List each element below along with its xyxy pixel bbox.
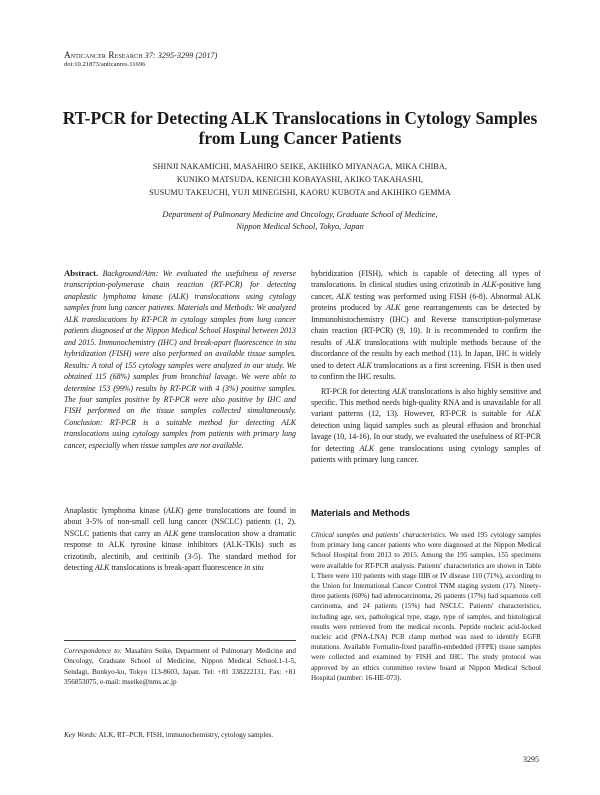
gene-name: ALK bbox=[482, 280, 497, 290]
gene-name: ALK bbox=[336, 291, 351, 301]
body-text: gene rearrangements can be detected by Immunohistochemistry (IHC) and Reverse transcription-polymerase chain reaction (RT-PCR) (9, 10). It is recommended to confirm the results of bbox=[311, 303, 541, 347]
body-text: hybridization (FISH), which is capable of detecting all types of translocations. In clinical studies using crizotinib in bbox=[311, 269, 541, 290]
body-text: translocations as a first screening. FISH is then used to confirm the IHC results. bbox=[311, 360, 541, 382]
gene-name: ALK bbox=[357, 360, 372, 370]
article-title: RT-PCR for Detecting ALK Translocations in Cytology Samples from Lung Cancer Patients bbox=[62, 108, 538, 148]
authors-line-1: SHINJI NAKAMICHI, MASAHIRO SEIKE, AKIHIKO MIYANAGA, MIKA CHIBA, bbox=[152, 162, 448, 171]
gene-name: ALK bbox=[166, 506, 181, 515]
author-list bbox=[80, 160, 520, 199]
correspondence-text: Masahiro Seike, Department of Pulmonary Medicine and Oncology, Graduate School of Medicine, Nippon Medical School.1-1-5, Sendagi, Bunkyo-ku, Tokyo 113-8603, Japan. Tel: +81 338222131, Fax: +81 356853075, e-mail: mseike@nms.ac.jp bbox=[64, 647, 296, 686]
authors-line-2: KUNIKO MATSUDA, KENICHI KOBAYASHI, AKIKO TAKAHASHI, bbox=[176, 175, 424, 184]
gene-name: ALK bbox=[385, 303, 401, 313]
intro-text: ) gene translocations are found in about 3-5% of non-small cell lung cancer (NSCLC) patients (1, 2). NSCLC patients that carry an bbox=[64, 506, 296, 538]
introduction bbox=[64, 505, 296, 574]
body-text: testing was performed using FISH (6-8). Abnormal ALK proteins produced by bbox=[311, 291, 541, 313]
intro-continued bbox=[311, 268, 541, 466]
intro-text: Anaplastic lymphoma kinase ( bbox=[64, 506, 167, 515]
section-heading-methods: Materials and Methods bbox=[311, 508, 411, 518]
gene-name: ALK bbox=[392, 386, 407, 396]
gene-name: ALK bbox=[526, 409, 541, 419]
correspondence-note bbox=[64, 646, 296, 687]
abstract bbox=[64, 268, 296, 451]
body-text: RT-PCR for detecting bbox=[321, 386, 393, 396]
keywords bbox=[64, 730, 296, 740]
page-number: 3295 bbox=[523, 755, 539, 764]
methods-text bbox=[311, 530, 541, 683]
intro-text: translocations is break-apart fluorescence bbox=[109, 563, 245, 573]
authors-line-3: SUSUMU TAKEUCHI, YUJI MINEGISHI, KAORU KUBOTA and AKIHIKO GEMMA bbox=[149, 188, 451, 197]
correspondence-label: Correspondence to: bbox=[64, 647, 123, 655]
body-text: gene translocations using cytology samples of patients with primary lung cancer. bbox=[311, 443, 541, 465]
intro-text: gene translocation show a dramatic response to ALK tyrosine kinase inhibitors (ALK-TKIs) such as crizotinib, alectinib, and ceritinib (3-5). The standard method for detecting bbox=[64, 528, 296, 573]
body-text: -positive lung cancer, bbox=[311, 280, 542, 301]
intro-text: in situ bbox=[244, 563, 264, 573]
gene-name: ALK bbox=[94, 563, 110, 573]
body-text: translocations with multiple methods because of the discordance of the results by each method (11). In Japan, IHC is widely used to detect bbox=[311, 337, 541, 370]
body-text: detection using liquid samples such as pleural effusion and bronchial lavage (10, 14-16). In our study, we evaluated the usefulness of RT-PCR for detecting bbox=[311, 420, 541, 453]
gene-name: ALK bbox=[359, 443, 375, 453]
affiliation bbox=[100, 209, 500, 232]
doi[interactable]: doi:10.21873/anticanres.11696 bbox=[64, 61, 146, 68]
abstract-lead: Abstract. bbox=[64, 268, 99, 278]
abstract-text: Background/Aim: We evaluated the usefulness of reverse transcription-polymerase chain reaction (RT-PCR) for detecting anaplastic lymphoma kinase (ALK) translocations using cytology samples from lung cancer patients. Materials and Methods: We analyzed ALK translocations by RT-PCR in cytology samples from lung cancer patients diagnosed at the Nippon Medical School Hospital between 2013 and 2015. Immunochemistry (IHC) and break-apart fluorescence in situ hybridization (FISH) were also performed on available tissue samples. Results: A total of 155 cytology samples were analyzed in our study. We obtained 115 (68%) samples from bronchial lavage. We were able to determine 153 (99%) results by RT-PCR with 4 (3%) positive samples. The four samples positive by RT-PCR were also positive by IHC and FISH performed on the tissue samples collected simultaneously. Conclusion: RT-PCR is a suitable method for detecting ALK translocations using cytology samples from patients with primary lung cancer, especially when tissue samples are not available. bbox=[64, 269, 296, 450]
footnote-divider bbox=[64, 640, 296, 641]
gene-name: ALK bbox=[163, 528, 179, 538]
keywords-label: Key Words: bbox=[64, 731, 98, 739]
affiliation-line-2: Nippon Medical School, Tokyo, Japan bbox=[236, 221, 364, 231]
methods-body: We used 195 cytology samples from primary lung cancer patients who were diagnosed at the Nippon Medical School Hospital from 2013 to 2015. Among the 195 samples, 155 specimens were available for RT-PCR analysis. Patients' characteristics are shown in Table I. There were 110 patients with stage IIIB or IV disease 110 (71%), according to the Union for International Cancer Control TNM staging system (17). Ninety-three patients (60%) had adenocarcinoma, 26 patients (17%) had squamous cell carcinoma, and 24 patients (15%) had NSCLC. Patients' characteristics, including age, sex, pathological type, stage, type of samples, and histological results were retrieved from the medical records. Peptide nucleic acid-locked nucleic acid (PNA-LNA) PCR clamp method was used to identify EGFR mutations. Available Formalin-fixed paraffin-embedded (FFPE) tissue samples were collected and examined by FISH and IHC. The study protocol was approved by an ethics committee review board at Nippon Medical School Hospital (number: 16-HE-073). bbox=[311, 531, 541, 682]
gene-name: ALK bbox=[346, 337, 361, 347]
keywords-text: ALK, RT–PCR, FISH, immunochemistry, cytology samples. bbox=[97, 731, 274, 739]
journal-name: Anticancer Research bbox=[64, 50, 143, 60]
methods-subheading: Clinical samples and patients' characteristics. bbox=[311, 531, 447, 539]
body-text: translocations is also highly sensitive and specific. This method needs high-quality RNA and is unavailable for all variant patterns (12, 13). However, RT-PCR is suitable for bbox=[311, 386, 542, 419]
affiliation-line-1: Department of Pulmonary Medicine and Oncology, Graduate School of Medicine, bbox=[162, 210, 438, 219]
journal-citation bbox=[64, 50, 217, 60]
journal-volume: 37: 3295-3299 (2017) bbox=[144, 51, 218, 60]
